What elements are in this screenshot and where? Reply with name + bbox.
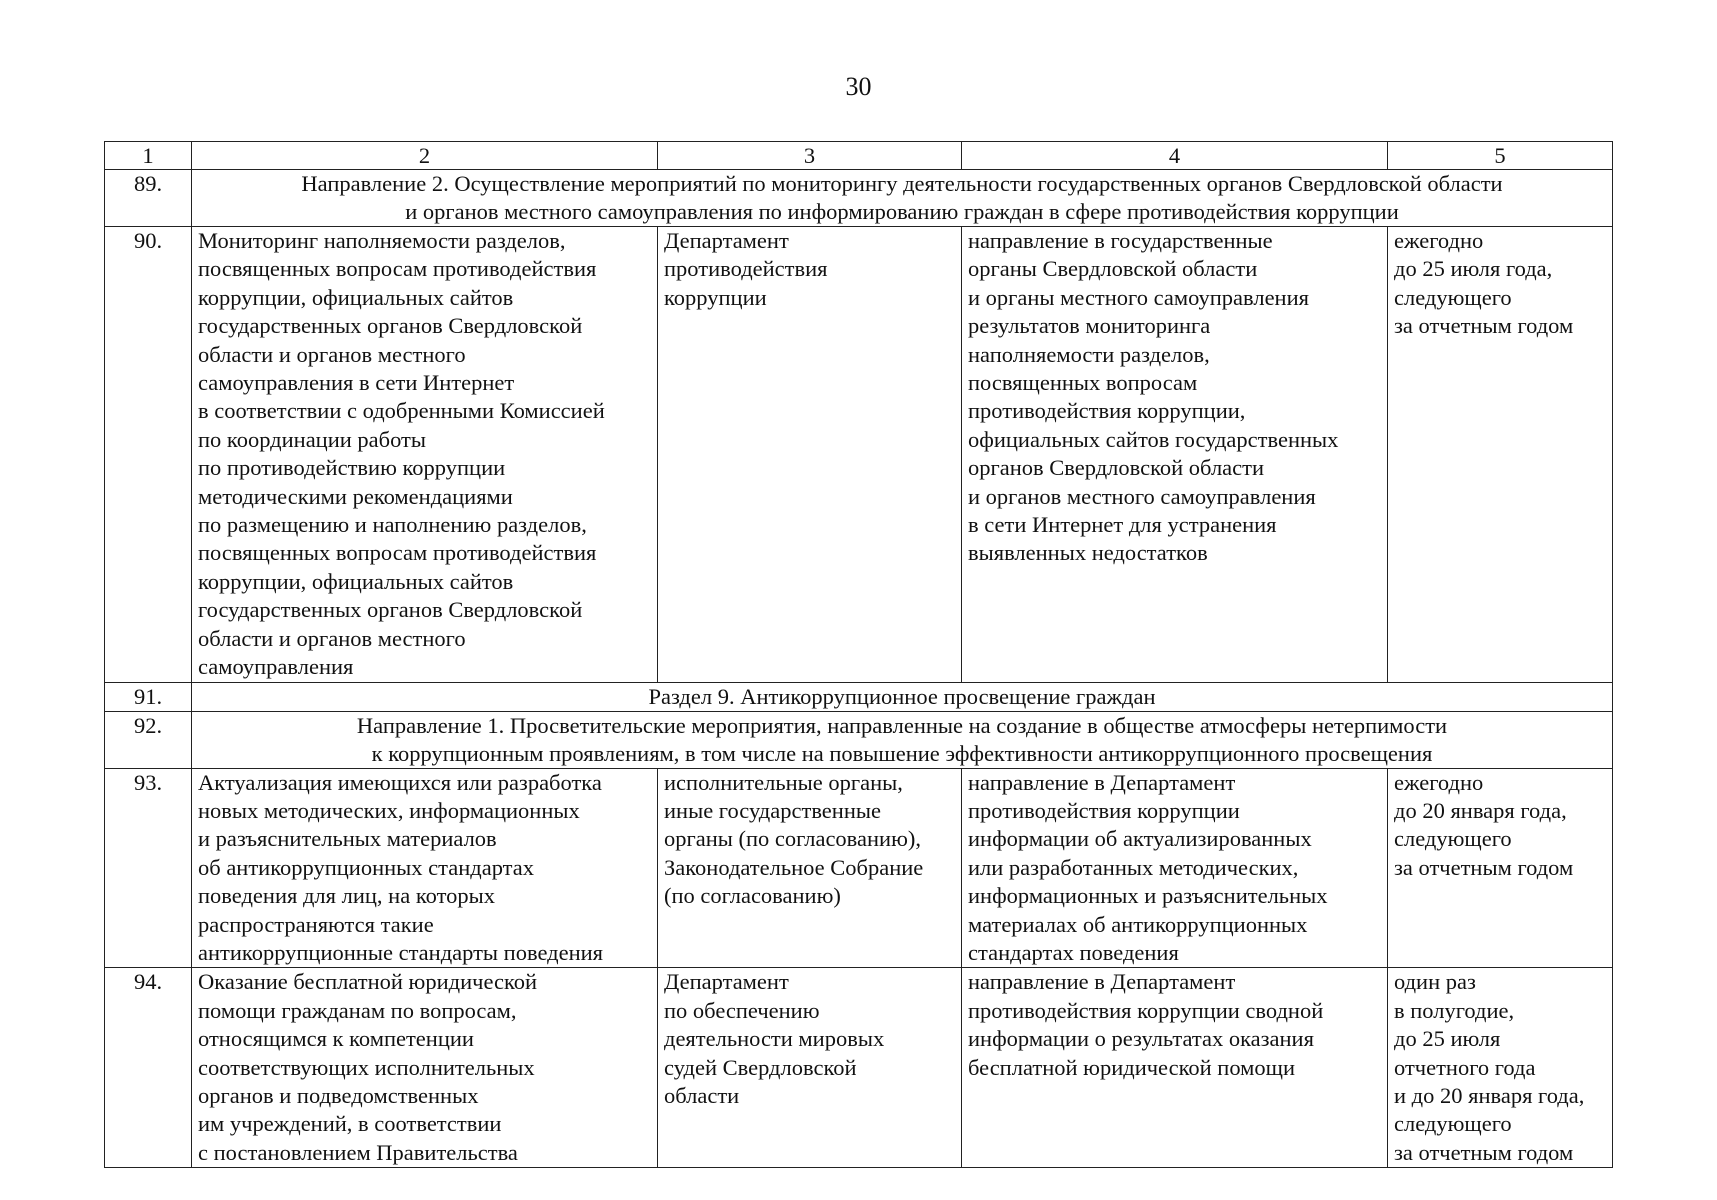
table-header-row <box>105 142 1613 170</box>
table-row <box>105 227 1613 683</box>
row-number: 93. <box>105 768 192 968</box>
reporting-form: направление в Департамент противодействия коррупции сводной информации о результатах оказания бесплатной юридической помощи <box>962 968 1388 1168</box>
table-row <box>105 682 1613 711</box>
row-number: 89. <box>105 170 192 227</box>
table-row <box>105 711 1613 768</box>
table-row <box>105 170 1613 227</box>
column-header: 1 <box>105 142 192 170</box>
page-number: 30 <box>845 72 872 101</box>
responsible-executor: исполнительные органы, иные государственные органы (по согласованию), Законодательное Собрание (по согласованию) <box>658 768 962 968</box>
reporting-form: направление в государственные органы Свердловской области и органы местного самоуправления результатов мониторинга наполняемости разделов, посвященных вопросам противодействия коррупции, официальных сайтов государственных органов Свердловской области и органов местного самоуправления в сети Интернет для устранения выявленных недостатков <box>962 227 1388 683</box>
row-number: 90. <box>105 227 192 683</box>
table-row <box>105 768 1613 968</box>
measure-description: Мониторинг наполняемости разделов, посвященных вопросам противодействия коррупции, официальных сайтов государственных органов Свердловской области и органов местного самоуправления в сети Интернет в соответствии с одобренными Комиссией по координации работы по противодействию коррупции методическими рекомендациями по размещению и наполнению разделов, посвященных вопросам противодействия коррупции, официальных сайтов государственных органов Свердловской области и органов местного самоуправления <box>192 227 658 683</box>
measures-table <box>104 141 1613 1168</box>
direction-heading: Направление 2. Осуществление мероприятий по мониторингу деятельности государственных органов Свердловской области и органов местного самоуправления по информированию граждан в сфере противодействия коррупции <box>192 170 1613 227</box>
section-heading: Раздел 9. Антикоррупционное просвещение граждан <box>192 682 1613 711</box>
column-header: 4 <box>962 142 1388 170</box>
measure-description: Оказание бесплатной юридической помощи гражданам по вопросам, относящимся к компетенции соответствующих исполнительных органов и подведомственных им учреждений, в соответствии с постановлением Правительства <box>192 968 658 1168</box>
deadline: один раз в полугодие, до 25 июля отчетного года и до 20 января года, следующего за отчетным годом <box>1388 968 1613 1168</box>
row-number: 94. <box>105 968 192 1168</box>
deadline: ежегодно до 20 января года, следующего за отчетным годом <box>1388 768 1613 968</box>
direction-heading: Направление 1. Просветительские мероприятия, направленные на создание в обществе атмосферы нетерпимости к коррупционным проявлениям, в том числе на повышение эффективности антикоррупционного просвещения <box>192 711 1613 768</box>
deadline: ежегодно до 25 июля года, следующего за отчетным годом <box>1388 227 1613 683</box>
responsible-executor: Департамент противодействия коррупции <box>658 227 962 683</box>
column-header: 2 <box>192 142 658 170</box>
measure-description: Актуализация имеющихся или разработка новых методических, информационных и разъяснительных материалов об антикоррупционных стандартах поведения для лиц, на которых распространяются такие антикоррупционные стандарты поведения <box>192 768 658 968</box>
column-header: 3 <box>658 142 962 170</box>
responsible-executor: Департамент по обеспечению деятельности мировых судей Свердловской области <box>658 968 962 1168</box>
column-header: 5 <box>1388 142 1613 170</box>
table-row <box>105 968 1613 1168</box>
row-number: 92. <box>105 711 192 768</box>
row-number: 91. <box>105 682 192 711</box>
reporting-form: направление в Департамент противодействия коррупции информации об актуализированных или разработанных методических, информационных и разъяснительных материалах об антикоррупционных стандартах поведения <box>962 768 1388 968</box>
